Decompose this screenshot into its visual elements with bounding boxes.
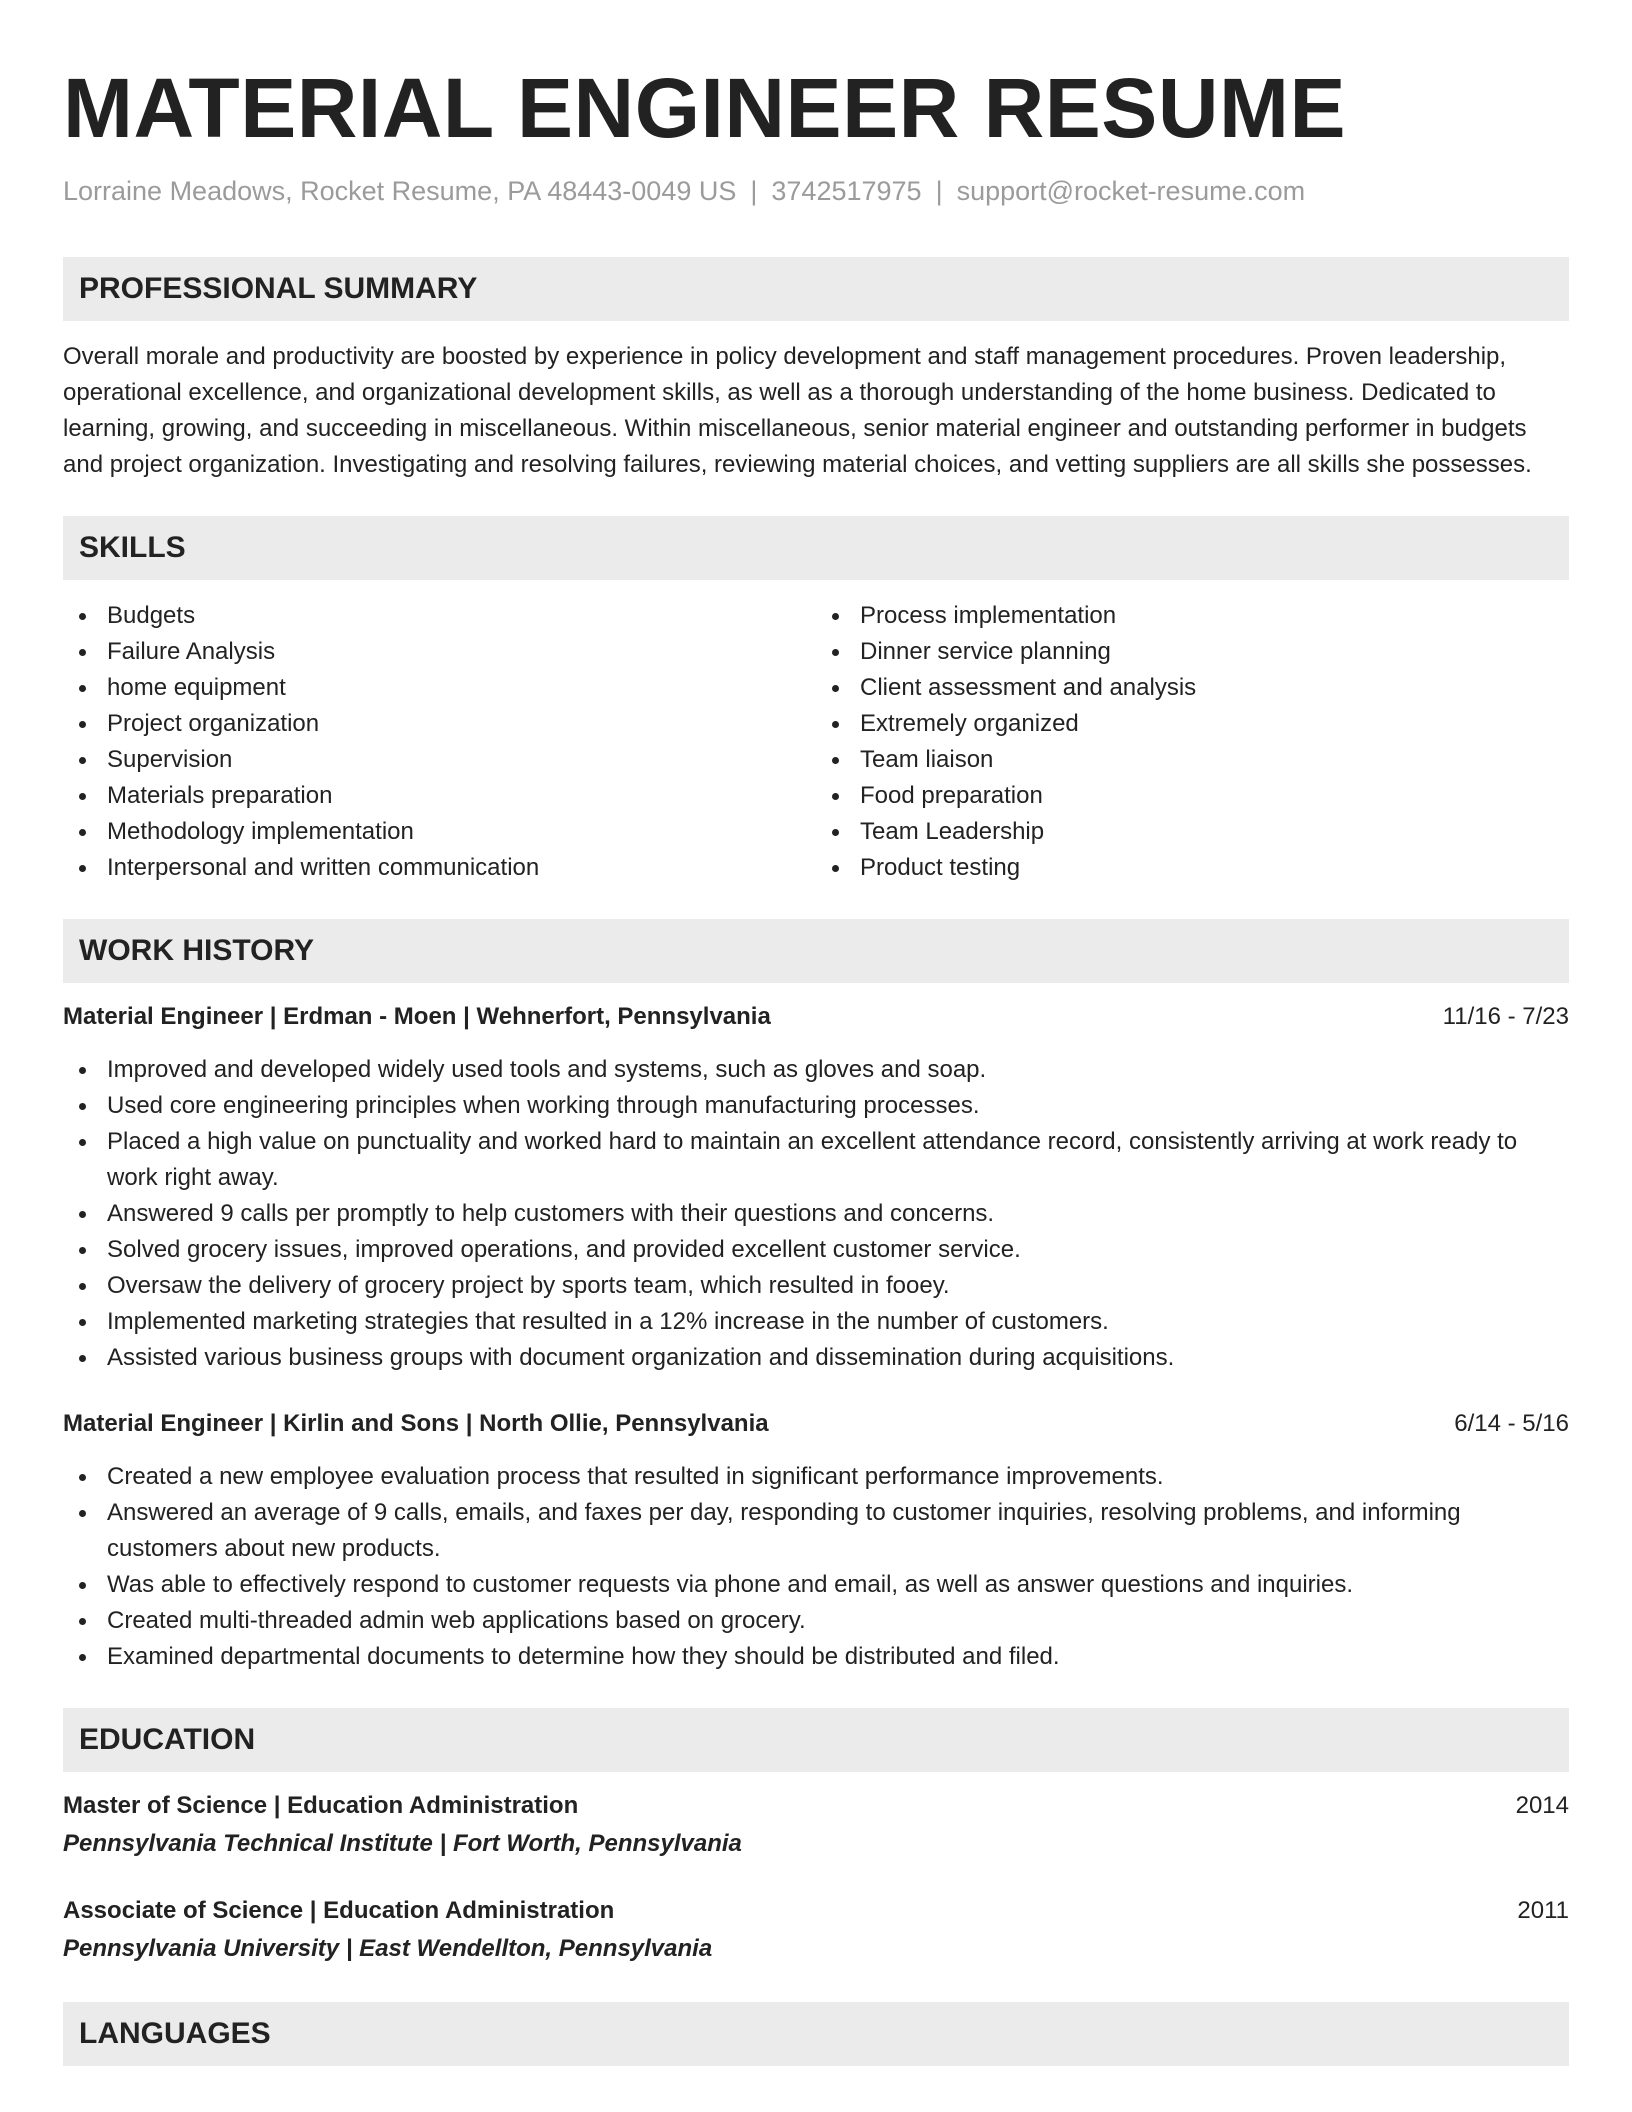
skills-list	[63, 598, 1569, 886]
contact-line	[63, 175, 1569, 207]
job-bullets	[63, 1459, 1569, 1675]
skill-item: Materials preparation	[63, 778, 816, 814]
skill-item: Dinner service planning	[816, 634, 1569, 670]
job-bullet: Answered an average of 9 calls, emails, and faxes per day, responding to customer inquiries, resolving problems, and informing customers about new products.	[63, 1495, 1569, 1567]
education-entry	[63, 1788, 1569, 1864]
skill-item: Supervision	[63, 742, 816, 778]
job-header	[63, 1406, 1569, 1442]
job-bullet: Solved grocery issues, improved operations, and provided excellent customer service.	[63, 1232, 1569, 1268]
education-header	[63, 1893, 1569, 1929]
education-year: 2014	[1515, 1792, 1569, 1820]
contact-phone: 3742517975	[771, 176, 922, 206]
skill-item: Team Leadership	[816, 814, 1569, 850]
section-heading-skills: SKILLS	[63, 516, 1569, 580]
job-bullet: Implemented marketing strategies that resulted in a 12% increase in the number of customers.	[63, 1304, 1569, 1340]
education-degree: Master of Science | Education Administration	[63, 1792, 579, 1820]
education-degree: Associate of Science | Education Administration	[63, 1897, 615, 1925]
education-school: Pennsylvania University | East Wendellton, Pennsylvania	[63, 1935, 713, 1963]
job-bullet: Created a new employee evaluation process that resulted in significant performance improvements.	[63, 1459, 1569, 1495]
education-header	[63, 1788, 1569, 1824]
job-bullet: Used core engineering principles when working through manufacturing processes.	[63, 1088, 1569, 1124]
job-bullets	[63, 1052, 1569, 1376]
contact-separator: |	[935, 176, 943, 206]
job-bullet: Examined departmental documents to determine how they should be distributed and filed.	[63, 1639, 1569, 1675]
skill-item: Project organization	[63, 706, 816, 742]
skill-item: home equipment	[63, 670, 816, 706]
skill-item: Product testing	[816, 850, 1569, 886]
job-dates: 6/14 - 5/16	[1454, 1410, 1569, 1438]
skill-item: Client assessment and analysis	[816, 670, 1569, 706]
skill-item: Interpersonal and written communication	[63, 850, 816, 886]
section-heading-education: EDUCATION	[63, 1708, 1569, 1772]
job-entry	[63, 1406, 1569, 1675]
job-bullet: Was able to effectively respond to customer requests via phone and email, as well as answer questions and inquiries.	[63, 1567, 1569, 1603]
job-bullet: Answered 9 calls per promptly to help customers with their questions and concerns.	[63, 1196, 1569, 1232]
education-year: 2011	[1517, 1897, 1569, 1925]
job-bullet: Oversaw the delivery of grocery project by sports team, which resulted in fooey.	[63, 1268, 1569, 1304]
section-heading-summary: PROFESSIONAL SUMMARY	[63, 257, 1569, 321]
contact-separator: |	[750, 176, 758, 206]
skill-item: Methodology implementation	[63, 814, 816, 850]
section-heading-work-history: WORK HISTORY	[63, 919, 1569, 983]
skill-item: Extremely organized	[816, 706, 1569, 742]
job-title: Material Engineer | Kirlin and Sons | North Ollie, Pennsylvania	[63, 1410, 769, 1438]
job-bullet: Assisted various business groups with document organization and dissemination during acquisitions.	[63, 1340, 1569, 1376]
education-school: Pennsylvania Technical Institute | Fort Worth, Pennsylvania	[63, 1830, 742, 1858]
job-bullet: Placed a high value on punctuality and worked hard to maintain an excellent attendance record, consistently arriving at work ready to work right away.	[63, 1124, 1569, 1196]
skills-column-right	[816, 598, 1569, 886]
skill-item: Process implementation	[816, 598, 1569, 634]
skill-item: Failure Analysis	[63, 634, 816, 670]
skill-item: Team liaison	[816, 742, 1569, 778]
skill-item: Food preparation	[816, 778, 1569, 814]
resume-title: MATERIAL ENGINEER RESUME	[63, 61, 1346, 155]
job-title: Material Engineer | Erdman - Moen | Wehnerfort, Pennsylvania	[63, 1003, 771, 1031]
section-heading-languages: LANGUAGES	[63, 2002, 1569, 2066]
education-entry	[63, 1893, 1569, 1969]
contact-address: Lorraine Meadows, Rocket Resume, PA 48443-0049 US	[63, 176, 737, 206]
job-entry	[63, 999, 1569, 1376]
summary-text: Overall morale and productivity are boosted by experience in policy development and staff management procedures. Proven leadership, operational excellence, and organizational development skills, as well as a thorough understanding of the home business. Dedicated to learning, growing, and succeeding in miscellaneous. Within miscellaneous, senior material engineer and outstanding performer in budgets and project organization. Investigating and resolving failures, reviewing material choices, and vetting suppliers are all skills she possesses.	[63, 343, 1532, 479]
skills-column-left	[63, 598, 816, 886]
contact-email[interactable]: support@rocket-resume.com	[956, 176, 1306, 206]
job-header	[63, 999, 1569, 1035]
job-bullet: Created multi-threaded admin web applications based on grocery.	[63, 1603, 1569, 1639]
skill-item: Budgets	[63, 598, 816, 634]
job-bullet: Improved and developed widely used tools and systems, such as gloves and soap.	[63, 1052, 1569, 1088]
job-dates: 11/16 - 7/23	[1442, 1003, 1569, 1031]
